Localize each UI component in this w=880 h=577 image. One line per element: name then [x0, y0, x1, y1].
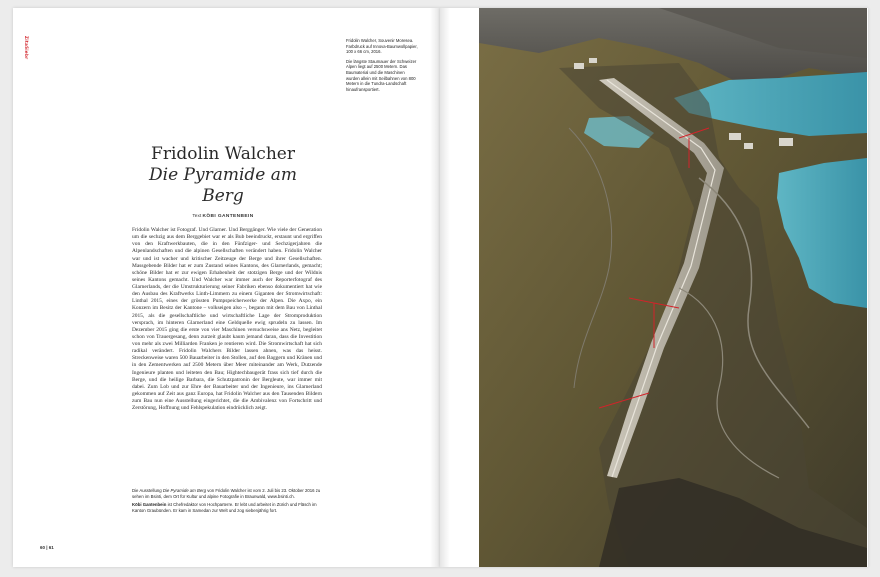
author-bio	[132, 502, 322, 513]
title-subtitle: Die Pyramide am Berg	[149, 165, 297, 206]
caption-description: Die längste Staumauer der Schweizer Alpen liegt auf 2500 Metern. Das Baumaterial und die Maschinen wurden allein mit Seilbahnen von 800 Metern in die Tundra-Landschaft hinaufransportiert.	[346, 58, 417, 92]
exhibition-info-rest: von Fridolin Walcher ist vom 2. Juli bis 23. Oktober 2016 zu sehen im Bsinti, dem Ort für Kultur und alpine Fotografie in Braunwald, www.bsinti.ch.	[132, 488, 321, 499]
dam-aerial-photo	[479, 8, 867, 567]
author-bio-text: ist Chefredaktor von Hochparterre. Er lebt und arbeitet in Zürich und Fläsch im Kanton Graubünden. Er kam in Samedan zur Welt und zog siebenjährig fort.	[132, 502, 317, 513]
page-numbers: 60 | 61	[40, 545, 54, 550]
byline-author: KÖBI GANTENBEIN	[202, 214, 254, 219]
caption-credit: Fridolin Walcher, Souvenir Moresea. Farbdruck auf Innova-Baumwollpapier, 100 x 66 cm, 2016.	[346, 38, 418, 55]
byline-prefix: Text	[192, 214, 202, 219]
article-title	[133, 144, 313, 207]
exhibition-info-prefix: Die Ausstellung	[132, 488, 163, 493]
left-page	[13, 8, 440, 567]
photo-caption	[346, 38, 418, 96]
byline	[133, 214, 313, 219]
info-box	[132, 488, 322, 516]
exhibition-info	[132, 488, 322, 499]
title-name: Fridolin Walcher	[151, 144, 295, 164]
article-body: Fridolin Walcher ist Fotograf. Und Glarner. Und Berggänger. Wie viele der Generation um die sechzig aus dem Berggebiet war er als Bub beeindruckt, erstaunt und ergriffen von den Kraftwerkbauten, die in den Fünfziger- und Sechzigerjahren die Alpenlandschaften und die alpinen Gesellschaften verändert haben. Fridolin Walcher war und ist wacher und kritischer Zeitzeuge der Berge und ihrer Gesellschaften. Massgebende Bilder hat er zum Zustand seines Kantons, des Glarnerlands, gemacht; schöne Bilder hat er zur ewigen Erhabenheit der stotzigen Berge und der Wildnis seines Kantons gemacht. Und Walcher war immer auch der Reporterfotograf des Glarnerlands, der die Umstrukturierung seiner Fabriken ebenso dokumentiert hat wie den Ausbau des Kraftwerks Linth-Limmern zu einem Giganten der Stromwirtschaft: Linthal 2015, eines der grössten Pumpspeicherwerke der Alpen. Die Axpo, ein Konzern im Besitz der Kantone – volkseigen also –, begann mit dem Bau von Linthal 2015, als die gesellschaftliche und wirtschaftliche Lage der Stromproduktion versprach, im hinteren Glarnerland eine Geldquelle ewig sprudeln zu lassen. Im Dezember 2015 ging die erste von vier Maschinen versuchsweise ans Netz, begleitet schon von Trauergesang, denn zurzeit glaubt kaum jemand daran, dass die Investition von mehr als zwei Milliarden Franken je rentieren wird. Die Stromwirtschaft hat sich radikal verändert. Fridolin Walchers Bilder lassen ahnen, was das heisst. Streckenweise waren 500 Bauarbeiter in den Stollen, auf den Baggern und Kränen und in den Zementwerken auf 2500 Metern über Meer miteinander am Werk, Dutzende Ingenieure planten und leiteten den Bau; Hightechbaugerät frass sich tief durch die Berge, und die heilige Barbara, die Schutzpatronin der Bergleute, war immer mit dabei. Zum Lob und zur Ehre der Bauarbeiter und der Ingenieure, ins Glarnerland gekommen auf Zeit aus ganz Europa, hat Fridolin Walcher aus den Tausenden Bildern zum Bau nun eine Ausstellung eingerichtet, die die Ambivalenz von Fortschritt und Zerstörung, Hoffnung und Fehlspekulation eindrücklich zeigt.	[132, 227, 322, 412]
right-page	[440, 8, 868, 567]
section-tag: ZitaSiebr	[24, 36, 29, 60]
author-bio-name: Köbi Gantenbein	[132, 502, 167, 508]
exhibition-title: Die Pyramide am Berg	[162, 488, 207, 493]
